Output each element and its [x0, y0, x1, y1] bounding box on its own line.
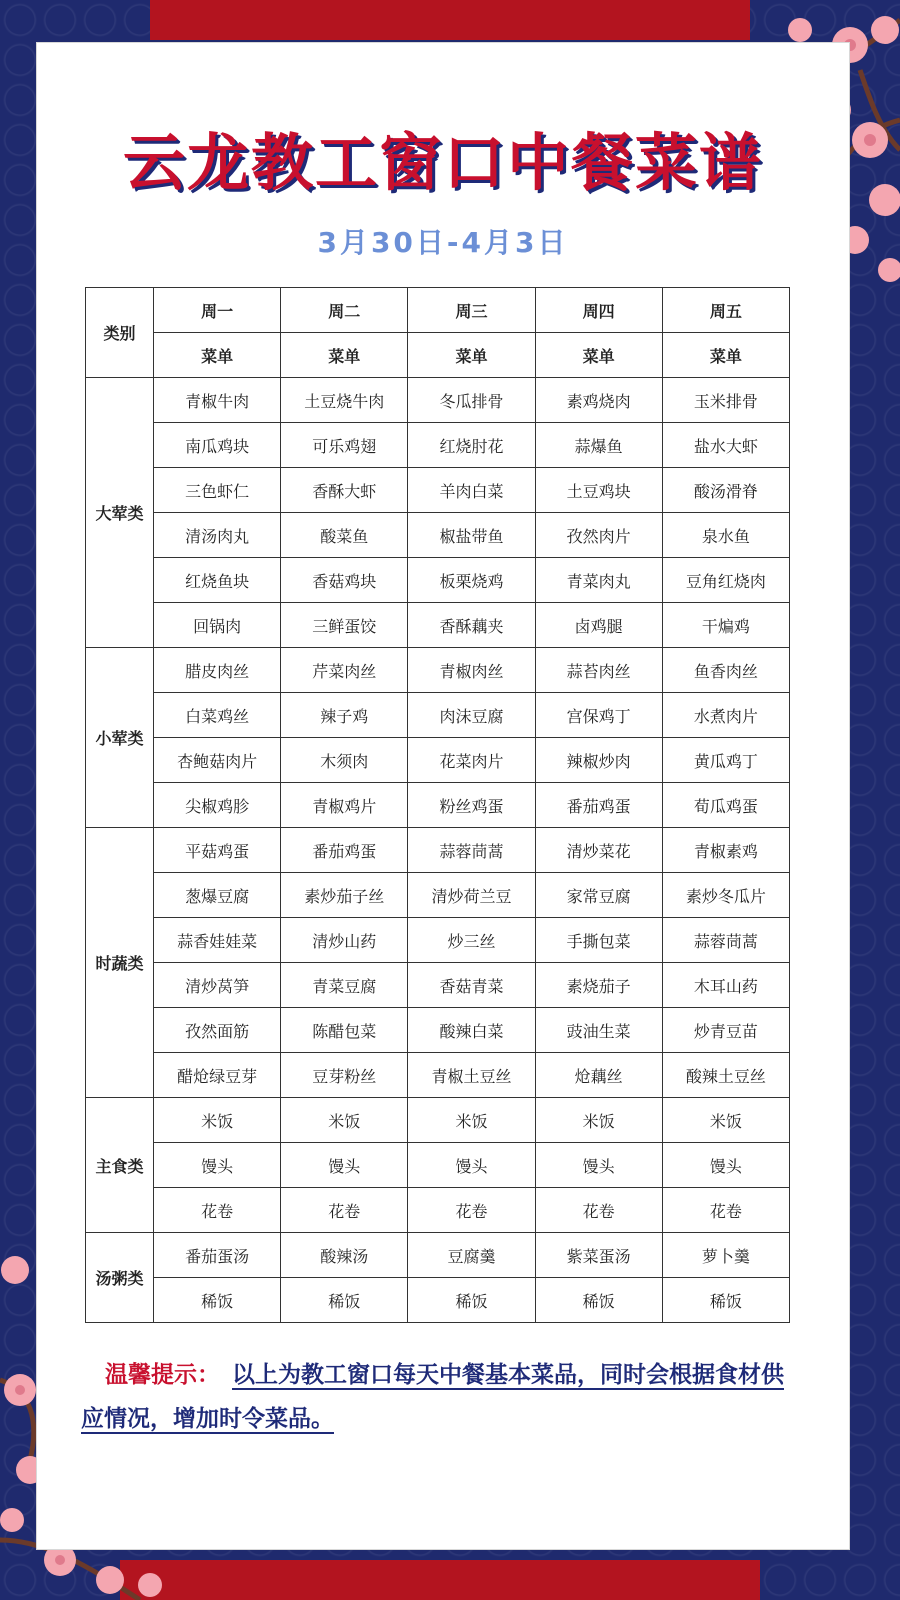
dish-cell: 青椒素鸡: [662, 828, 789, 873]
dish-cell: 粉丝鸡蛋: [408, 783, 535, 828]
table-row: [86, 1098, 790, 1143]
menu-card: [36, 42, 850, 1550]
table-row: [86, 603, 790, 648]
dish-cell: 盐水大虾: [662, 423, 789, 468]
date-range: 3月30日-4月3日: [317, 226, 569, 259]
dish-cell: 酸辣汤: [281, 1233, 408, 1278]
dish-cell: 米饭: [281, 1098, 408, 1143]
dish-cell: 木须肉: [281, 738, 408, 783]
dish-cell: 素炒冬瓜片: [662, 873, 789, 918]
dish-cell: 青椒鸡片: [281, 783, 408, 828]
dish-cell: 三鲜蛋饺: [281, 603, 408, 648]
dish-cell: 清炒菜花: [535, 828, 662, 873]
dish-cell: 手撕包菜: [535, 918, 662, 963]
category-label: 小荤类: [86, 648, 154, 828]
dish-cell: 花卷: [662, 1188, 789, 1233]
table-row: [86, 1008, 790, 1053]
dish-cell: 红烧鱼块: [154, 558, 281, 603]
dish-cell: 回锅肉: [154, 603, 281, 648]
dish-cell: 豉油生菜: [535, 1008, 662, 1053]
dish-cell: 米饭: [662, 1098, 789, 1143]
dish-cell: 板栗烧鸡: [408, 558, 535, 603]
table-row: [86, 873, 790, 918]
header-days-row: [86, 288, 790, 333]
category-label: 时蔬类: [86, 828, 154, 1098]
dish-cell: 番茄鸡蛋: [281, 828, 408, 873]
dish-cell: 泉水鱼: [662, 513, 789, 558]
dish-cell: 花卷: [154, 1188, 281, 1233]
sub-header: 菜单: [281, 333, 408, 378]
day-header: 周五: [662, 288, 789, 333]
dish-cell: 稀饭: [281, 1278, 408, 1323]
dish-cell: 白菜鸡丝: [154, 693, 281, 738]
sub-header: 菜单: [662, 333, 789, 378]
dish-cell: 荀瓜鸡蛋: [662, 783, 789, 828]
dish-cell: 清炒莴笋: [154, 963, 281, 1008]
table-row: [86, 1143, 790, 1188]
dish-cell: 豆腐羹: [408, 1233, 535, 1278]
dish-cell: 土豆鸡块: [535, 468, 662, 513]
bottom-red-band: [120, 1560, 760, 1600]
dish-cell: 炒青豆苗: [662, 1008, 789, 1053]
table-row: [86, 828, 790, 873]
dish-cell: 腊皮肉丝: [154, 648, 281, 693]
table-row: [86, 558, 790, 603]
dish-cell: 酸辣土豆丝: [662, 1053, 789, 1098]
dish-cell: 酸辣白菜: [408, 1008, 535, 1053]
dish-cell: 干煸鸡: [662, 603, 789, 648]
dish-cell: 醋炝绿豆芽: [154, 1053, 281, 1098]
dish-cell: 红烧肘花: [408, 423, 535, 468]
dish-cell: 家常豆腐: [535, 873, 662, 918]
table-row: [86, 963, 790, 1008]
dish-cell: 蒜爆鱼: [535, 423, 662, 468]
dish-cell: 花卷: [408, 1188, 535, 1233]
dish-cell: 酸汤滑脊: [662, 468, 789, 513]
sub-header: 菜单: [408, 333, 535, 378]
dish-cell: 馒头: [662, 1143, 789, 1188]
tip-label: 温馨提示：: [105, 1362, 220, 1388]
dish-cell: 三色虾仁: [154, 468, 281, 513]
table-row: [86, 738, 790, 783]
day-header: 周三: [408, 288, 535, 333]
day-header: 周四: [535, 288, 662, 333]
dish-cell: 可乐鸡翅: [281, 423, 408, 468]
dish-cell: 鱼香肉丝: [662, 648, 789, 693]
category-label: 主食类: [86, 1098, 154, 1233]
dish-cell: 肉沫豆腐: [408, 693, 535, 738]
dish-cell: 酸菜鱼: [281, 513, 408, 558]
dish-cell: 炒三丝: [408, 918, 535, 963]
dish-cell: 清炒荷兰豆: [408, 873, 535, 918]
table-row: [86, 1053, 790, 1098]
dish-cell: 芹菜肉丝: [281, 648, 408, 693]
dish-cell: 冬瓜排骨: [408, 378, 535, 423]
dish-cell: 馒头: [408, 1143, 535, 1188]
menu-table: [85, 287, 790, 1323]
dish-cell: 葱爆豆腐: [154, 873, 281, 918]
dish-cell: 素炒茄子丝: [281, 873, 408, 918]
table-row: [86, 513, 790, 558]
page-title: 云龙教工窗口中餐菜谱: [122, 126, 763, 199]
dish-cell: 炝藕丝: [535, 1053, 662, 1098]
dish-cell: 萝卜羹: [662, 1233, 789, 1278]
dish-cell: 米饭: [408, 1098, 535, 1143]
dish-cell: 平菇鸡蛋: [154, 828, 281, 873]
dish-cell: 紫菜蛋汤: [535, 1233, 662, 1278]
dish-cell: 玉米排骨: [662, 378, 789, 423]
dish-cell: 花卷: [281, 1188, 408, 1233]
dish-cell: 蒜蓉茼蒿: [408, 828, 535, 873]
sub-header: 菜单: [154, 333, 281, 378]
dish-cell: 花菜肉片: [408, 738, 535, 783]
dish-cell: 香菇青菜: [408, 963, 535, 1008]
dish-cell: 香酥大虾: [281, 468, 408, 513]
dish-cell: 馒头: [154, 1143, 281, 1188]
dish-cell: 稀饭: [154, 1278, 281, 1323]
header-sub-row: [86, 333, 790, 378]
dish-cell: 清炒山药: [281, 918, 408, 963]
dish-cell: 青菜豆腐: [281, 963, 408, 1008]
table-row: [86, 378, 790, 423]
dish-cell: 蒜苔肉丝: [535, 648, 662, 693]
dish-cell: 馒头: [535, 1143, 662, 1188]
dish-cell: 米饭: [535, 1098, 662, 1143]
dish-cell: 稀饭: [662, 1278, 789, 1323]
dish-cell: 土豆烧牛肉: [281, 378, 408, 423]
dish-cell: 木耳山药: [662, 963, 789, 1008]
dish-cell: 椒盐带鱼: [408, 513, 535, 558]
table-row: [86, 648, 790, 693]
warm-tip: [81, 1353, 801, 1441]
table-row: [86, 468, 790, 513]
dish-cell: 清汤肉丸: [154, 513, 281, 558]
dish-cell: 馒头: [281, 1143, 408, 1188]
dish-cell: 番茄蛋汤: [154, 1233, 281, 1278]
dish-cell: 稀饭: [408, 1278, 535, 1323]
dish-cell: 宫保鸡丁: [535, 693, 662, 738]
table-row: [86, 918, 790, 963]
day-header: 周二: [281, 288, 408, 333]
dish-cell: 尖椒鸡胗: [154, 783, 281, 828]
dish-cell: 素鸡烧肉: [535, 378, 662, 423]
day-header: 周一: [154, 288, 281, 333]
dish-cell: 豆芽粉丝: [281, 1053, 408, 1098]
dish-cell: 米饭: [154, 1098, 281, 1143]
table-row: [86, 1188, 790, 1233]
dish-cell: 杏鲍菇肉片: [154, 738, 281, 783]
dish-cell: 蒜香娃娃菜: [154, 918, 281, 963]
dish-cell: 青椒土豆丝: [408, 1053, 535, 1098]
dish-cell: 花卷: [535, 1188, 662, 1233]
dish-cell: 孜然肉片: [535, 513, 662, 558]
table-row: [86, 423, 790, 468]
dish-cell: 番茄鸡蛋: [535, 783, 662, 828]
dish-cell: 青椒肉丝: [408, 648, 535, 693]
table-row: [86, 693, 790, 738]
dish-cell: 孜然面筋: [154, 1008, 281, 1053]
dish-cell: 水煮肉片: [662, 693, 789, 738]
dish-cell: 蒜蓉茼蒿: [662, 918, 789, 963]
dish-cell: 卤鸡腿: [535, 603, 662, 648]
dish-cell: 香酥藕夹: [408, 603, 535, 648]
table-row: [86, 1278, 790, 1323]
table-row: [86, 783, 790, 828]
dish-cell: 素烧茄子: [535, 963, 662, 1008]
dish-cell: 南瓜鸡块: [154, 423, 281, 468]
dish-cell: 羊肉白菜: [408, 468, 535, 513]
dish-cell: 青菜肉丸: [535, 558, 662, 603]
dish-cell: 黄瓜鸡丁: [662, 738, 789, 783]
tip-text: 以上为教工窗口每天中餐基本菜品，同时会根据食材供应情况，增加时令菜品。: [81, 1361, 784, 1432]
dish-cell: 辣椒炒肉: [535, 738, 662, 783]
dish-cell: 陈醋包菜: [281, 1008, 408, 1053]
category-label: 汤粥类: [86, 1233, 154, 1323]
dish-cell: 稀饭: [535, 1278, 662, 1323]
category-label: 大荤类: [86, 378, 154, 648]
dish-cell: 豆角红烧肉: [662, 558, 789, 603]
corner-label: 类别: [86, 288, 154, 378]
dish-cell: 青椒牛肉: [154, 378, 281, 423]
sub-header: 菜单: [535, 333, 662, 378]
dish-cell: 香菇鸡块: [281, 558, 408, 603]
menu-body: [86, 378, 790, 1323]
dish-cell: 辣子鸡: [281, 693, 408, 738]
table-row: [86, 1233, 790, 1278]
